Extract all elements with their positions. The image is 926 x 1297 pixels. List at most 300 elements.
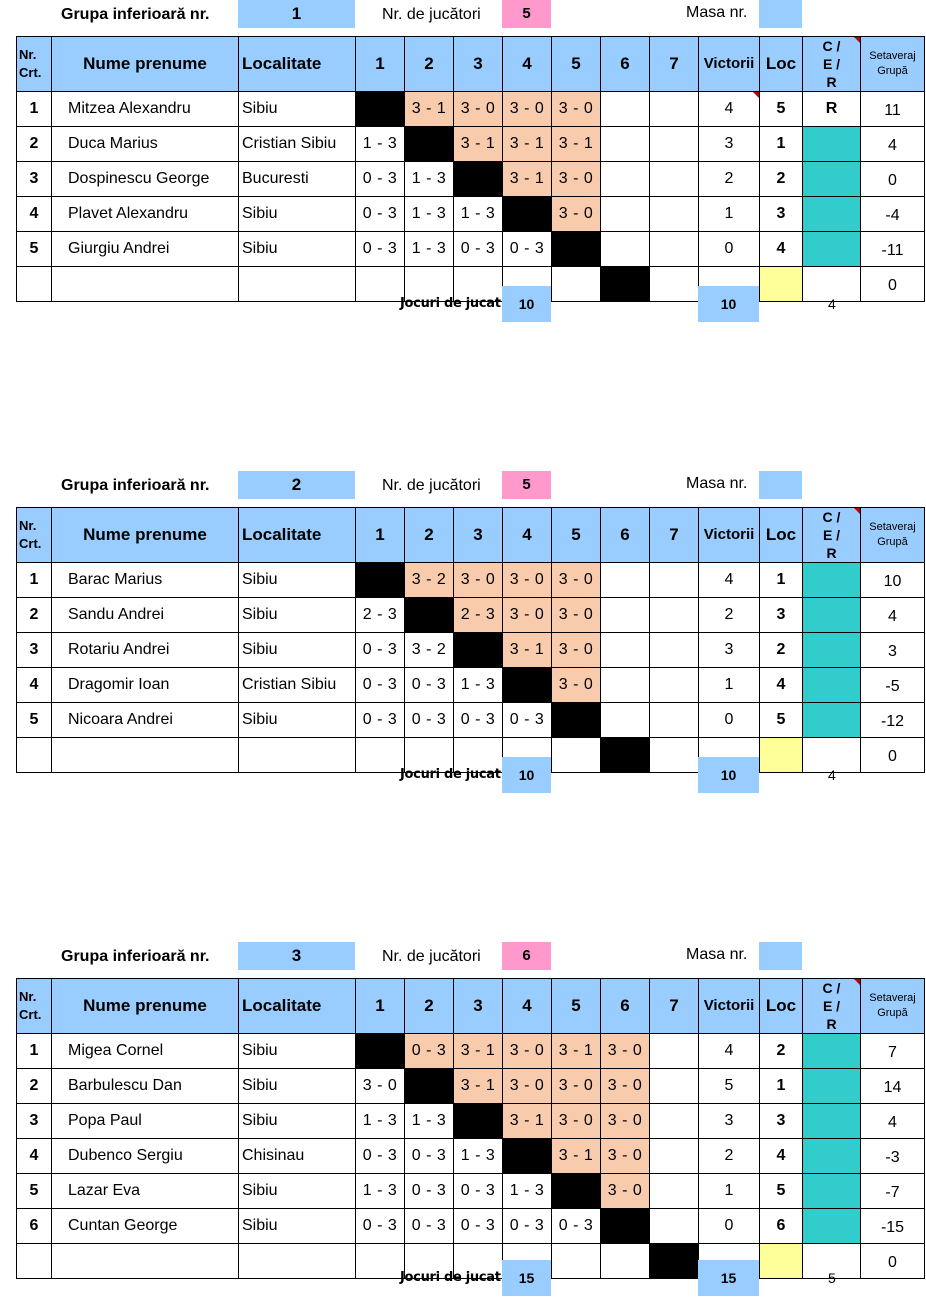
cer-cell[interactable]: [803, 1174, 861, 1209]
header-cer-text: C / E / R: [822, 38, 841, 90]
cer-cell[interactable]: [803, 162, 861, 197]
row-number: 3: [17, 633, 52, 668]
setaveraj-cell: 4: [861, 598, 925, 633]
result-cell[interactable]: [601, 162, 650, 197]
player-name[interactable]: Giurgiu Andrei: [52, 232, 239, 267]
result-cell[interactable]: 2 - 3: [454, 598, 503, 633]
result-cell[interactable]: [601, 563, 650, 598]
player-name[interactable]: Cuntan George: [52, 1209, 239, 1244]
place-cell[interactable]: 4: [760, 1139, 803, 1174]
result-cell[interactable]: [650, 668, 699, 703]
games-to-play: 10: [502, 286, 551, 322]
row-number: 4: [17, 668, 52, 703]
header-match-5: 5: [552, 37, 601, 92]
player-locality[interactable]: Sibiu: [239, 1034, 356, 1069]
player-row: [17, 1069, 925, 1104]
header-nr: Nr. Crt.: [17, 37, 52, 92]
comment-marker: [854, 508, 860, 514]
place-cell[interactable]: 3: [760, 197, 803, 232]
cer-cell[interactable]: [803, 197, 861, 232]
result-cell[interactable]: 0 - 3: [454, 232, 503, 267]
result-cell[interactable]: [601, 633, 650, 668]
place-cell[interactable]: 1: [760, 127, 803, 162]
header-nr: Nr. Crt.: [17, 508, 52, 563]
player-row: [17, 197, 925, 232]
group-header: [0, 0, 926, 30]
result-cell[interactable]: [601, 197, 650, 232]
header-name: Nume prenume: [52, 979, 239, 1034]
wins-total: 15: [698, 1260, 759, 1296]
result-cell[interactable]: [650, 633, 699, 668]
wins-value: 3: [724, 1112, 734, 1129]
header-place: Loc: [760, 508, 803, 563]
result-cell[interactable]: 3 - 0: [601, 1104, 650, 1139]
wins-cell: [699, 1209, 760, 1244]
result-cell[interactable]: [601, 232, 650, 267]
result-cell[interactable]: 3 - 0: [454, 92, 503, 127]
result-cell[interactable]: 3 - 2: [405, 563, 454, 598]
header-match-5: 5: [552, 508, 601, 563]
result-cell[interactable]: 0 - 3: [405, 703, 454, 738]
games-label: Jocuri de jucat: [400, 1270, 501, 1285]
wins-cell: [699, 127, 760, 162]
result-cell[interactable]: 3 - 0: [552, 92, 601, 127]
setaveraj-cell: 0: [861, 162, 925, 197]
result-cell[interactable]: 2 - 3: [356, 598, 405, 633]
result-cell[interactable]: [650, 1209, 699, 1244]
wins-value: 0: [724, 1217, 734, 1234]
extra-count: 4: [828, 767, 836, 783]
result-cell[interactable]: 0 - 3: [356, 1139, 405, 1174]
result-cell[interactable]: [601, 92, 650, 127]
games-label: Jocuri de jucat: [400, 296, 501, 311]
group-table: [16, 36, 925, 302]
extra-count: 5: [828, 1270, 836, 1286]
diagonal-cell: [503, 1139, 552, 1174]
result-cell[interactable]: [650, 703, 699, 738]
result-cell[interactable]: 3 - 1: [454, 1069, 503, 1104]
wins-value: 0: [724, 240, 734, 257]
result-cell[interactable]: [650, 92, 699, 127]
table-number[interactable]: [759, 942, 802, 970]
result-cell[interactable]: 3 - 1: [552, 1034, 601, 1069]
player-locality[interactable]: Sibiu: [239, 703, 356, 738]
header-cer-text: C / E / R: [822, 980, 841, 1032]
table-number[interactable]: [759, 471, 802, 499]
setaveraj-cell: -12: [861, 703, 925, 738]
result-cell[interactable]: 0 - 3: [552, 1209, 601, 1244]
table-header-row: [17, 979, 925, 1034]
wins-value: 0: [724, 711, 734, 728]
cer-cell[interactable]: [803, 598, 861, 633]
place-cell[interactable]: 2: [760, 162, 803, 197]
result-cell[interactable]: [650, 563, 699, 598]
result-cell[interactable]: 1 - 3: [454, 1139, 503, 1174]
result-cell[interactable]: 3 - 0: [552, 162, 601, 197]
player-locality[interactable]: Sibiu: [239, 1104, 356, 1139]
result-cell[interactable]: 3 - 0: [503, 1069, 552, 1104]
result-cell[interactable]: 1 - 3: [356, 1104, 405, 1139]
players-label: Nr. de jucători: [382, 477, 481, 494]
header-match-7: 7: [650, 979, 699, 1034]
result-cell[interactable]: 3 - 1: [503, 127, 552, 162]
place-cell[interactable]: 5: [760, 92, 803, 127]
group-label: Grupa inferioară nr.: [61, 948, 210, 965]
player-locality[interactable]: Chisinau: [239, 1139, 356, 1174]
header-match-1: 1: [356, 37, 405, 92]
row-number: 5: [17, 232, 52, 267]
wins-value: 1: [724, 1182, 734, 1199]
result-cell[interactable]: 0 - 3: [356, 703, 405, 738]
result-cell[interactable]: 0 - 3: [405, 1209, 454, 1244]
result-cell[interactable]: 0 - 3: [454, 1174, 503, 1209]
cer-cell[interactable]: [803, 1139, 861, 1174]
group-footer: [0, 757, 926, 793]
result-cell[interactable]: 3 - 0: [601, 1034, 650, 1069]
result-cell[interactable]: 3 - 1: [454, 127, 503, 162]
result-cell[interactable]: 0 - 3: [356, 162, 405, 197]
result-cell[interactable]: 3 - 0: [454, 563, 503, 598]
player-locality[interactable]: Sibiu: [239, 633, 356, 668]
place-cell[interactable]: 5: [760, 1174, 803, 1209]
result-cell[interactable]: [601, 127, 650, 162]
player-name[interactable]: Dospinescu George: [52, 162, 239, 197]
header-setaveraj: [861, 37, 925, 92]
result-cell[interactable]: [650, 1139, 699, 1174]
result-cell[interactable]: [650, 162, 699, 197]
result-cell[interactable]: 3 - 0: [356, 1069, 405, 1104]
setaveraj-cell: -7: [861, 1174, 925, 1209]
table-header-row: [17, 508, 925, 563]
setaveraj-cell: -5: [861, 668, 925, 703]
cer-cell[interactable]: [803, 127, 861, 162]
group-label: Grupa inferioară nr.: [61, 477, 210, 494]
player-name[interactable]: Barbulescu Dan: [52, 1069, 239, 1104]
header-match-7: 7: [650, 37, 699, 92]
player-row: [17, 563, 925, 598]
diagonal-cell: [552, 703, 601, 738]
result-cell[interactable]: 3 - 0: [601, 1139, 650, 1174]
players-count[interactable]: 6: [502, 942, 551, 970]
player-name[interactable]: Sandu Andrei: [52, 598, 239, 633]
wins-value: 2: [724, 1147, 734, 1164]
wins-value: 4: [724, 100, 734, 117]
wins-cell: [699, 162, 760, 197]
row-number: 2: [17, 127, 52, 162]
player-locality[interactable]: Sibiu: [239, 598, 356, 633]
setaveraj-cell: 7: [861, 1034, 925, 1069]
player-name[interactable]: Popa Paul: [52, 1104, 239, 1139]
player-locality[interactable]: Sibiu: [239, 232, 356, 267]
extra-count: 4: [828, 296, 836, 312]
result-cell[interactable]: 3 - 0: [552, 668, 601, 703]
result-cell[interactable]: 0 - 3: [503, 703, 552, 738]
diagonal-cell: [454, 1104, 503, 1139]
player-row: [17, 1034, 925, 1069]
setaveraj-cell: -15: [861, 1209, 925, 1244]
result-cell[interactable]: [601, 668, 650, 703]
result-cell[interactable]: [650, 598, 699, 633]
player-name[interactable]: Dubenco Sergiu: [52, 1139, 239, 1174]
cer-cell[interactable]: [803, 1209, 861, 1244]
row-number: 3: [17, 162, 52, 197]
setaveraj-cell: 0: [861, 738, 925, 773]
diagonal-cell: [356, 92, 405, 127]
player-name[interactable]: Migea Cornel: [52, 1034, 239, 1069]
header-locality: Localitate: [239, 979, 356, 1034]
result-cell[interactable]: 1 - 3: [503, 1174, 552, 1209]
player-name[interactable]: Rotariu Andrei: [52, 633, 239, 668]
header-match-1: 1: [356, 979, 405, 1034]
table-number[interactable]: [759, 0, 802, 28]
result-cell[interactable]: 0 - 3: [454, 1209, 503, 1244]
header-place: Loc: [760, 37, 803, 92]
result-cell[interactable]: 0 - 3: [405, 1174, 454, 1209]
cer-cell[interactable]: R: [803, 92, 861, 127]
header-cer-text: C / E / R: [822, 509, 841, 561]
result-cell[interactable]: 3 - 1: [552, 1139, 601, 1174]
result-cell[interactable]: 3 - 1: [405, 92, 454, 127]
result-cell[interactable]: 0 - 3: [356, 633, 405, 668]
result-cell[interactable]: 1 - 3: [405, 197, 454, 232]
cer-cell[interactable]: [803, 232, 861, 267]
diagonal-cell: [405, 598, 454, 633]
result-cell[interactable]: [650, 127, 699, 162]
result-cell[interactable]: 3 - 0: [552, 1069, 601, 1104]
cer-cell[interactable]: [803, 1034, 861, 1069]
result-cell[interactable]: 3 - 1: [503, 162, 552, 197]
result-cell[interactable]: 3 - 1: [454, 1034, 503, 1069]
cer-cell[interactable]: [803, 563, 861, 598]
group-header: [0, 471, 926, 501]
result-cell[interactable]: [601, 703, 650, 738]
diagonal-cell: [405, 1069, 454, 1104]
result-cell[interactable]: 1 - 3: [405, 1104, 454, 1139]
setaveraj-cell: 14: [861, 1069, 925, 1104]
header-nr: Nr. Crt.: [17, 979, 52, 1034]
result-cell[interactable]: 1 - 3: [454, 668, 503, 703]
wins-value: 1: [724, 205, 734, 222]
result-cell[interactable]: 0 - 3: [405, 1139, 454, 1174]
player-name[interactable]: Dragomir Ioan: [52, 668, 239, 703]
result-cell[interactable]: [650, 197, 699, 232]
row-number: 1: [17, 563, 52, 598]
result-cell[interactable]: 3 - 0: [503, 598, 552, 633]
result-cell[interactable]: [601, 598, 650, 633]
header-cer: [803, 37, 861, 92]
header-setaveraj-text: Setaveraj Grupă: [869, 521, 916, 548]
header-match-1: 1: [356, 508, 405, 563]
comment-marker: [753, 92, 759, 98]
place-cell[interactable]: 5: [760, 703, 803, 738]
result-cell[interactable]: 3 - 0: [552, 563, 601, 598]
group-number[interactable]: 2: [238, 471, 355, 499]
setaveraj-cell: -3: [861, 1139, 925, 1174]
setaveraj-cell: 10: [861, 563, 925, 598]
player-name[interactable]: Barac Marius: [52, 563, 239, 598]
player-name[interactable]: Nicoara Andrei: [52, 703, 239, 738]
setaveraj-cell: -4: [861, 197, 925, 232]
wins-value: 4: [724, 1042, 734, 1059]
wins-value: 3: [724, 135, 734, 152]
header-wins: Victorii: [699, 979, 760, 1034]
result-cell[interactable]: 1 - 3: [405, 232, 454, 267]
result-cell[interactable]: 3 - 0: [552, 197, 601, 232]
players-count[interactable]: 5: [502, 471, 551, 499]
cer-cell[interactable]: [803, 668, 861, 703]
player-row: [17, 1139, 925, 1174]
result-cell[interactable]: 0 - 3: [356, 1209, 405, 1244]
cer-cell[interactable]: [803, 1069, 861, 1104]
player-row: [17, 633, 925, 668]
player-locality[interactable]: Cristian Sibiu: [239, 127, 356, 162]
table-label: Masa nr.: [686, 946, 748, 963]
wins-cell: [699, 232, 760, 267]
result-cell[interactable]: 3 - 0: [601, 1174, 650, 1209]
setaveraj-cell: -11: [861, 232, 925, 267]
player-locality[interactable]: Sibiu: [239, 1069, 356, 1104]
result-cell[interactable]: 0 - 3: [356, 668, 405, 703]
header-match-7: 7: [650, 508, 699, 563]
player-locality[interactable]: Cristian Sibiu: [239, 668, 356, 703]
player-row: [17, 598, 925, 633]
result-cell[interactable]: 0 - 3: [503, 1209, 552, 1244]
player-row: [17, 232, 925, 267]
place-cell[interactable]: 3: [760, 1104, 803, 1139]
result-cell[interactable]: 0 - 3: [405, 668, 454, 703]
header-cer: [803, 979, 861, 1034]
header-match-3: 3: [454, 37, 503, 92]
wins-total: 10: [698, 286, 759, 322]
result-cell[interactable]: 3 - 0: [552, 1104, 601, 1139]
header-match-5: 5: [552, 979, 601, 1034]
table-label: Masa nr.: [686, 4, 748, 21]
result-cell[interactable]: 0 - 3: [405, 1034, 454, 1069]
place-cell[interactable]: 6: [760, 1209, 803, 1244]
header-locality: Localitate: [239, 508, 356, 563]
header-wins: Victorii: [699, 508, 760, 563]
diagonal-cell: [552, 232, 601, 267]
result-cell[interactable]: 3 - 0: [503, 563, 552, 598]
wins-cell: [699, 598, 760, 633]
group-table: [16, 507, 925, 773]
place-cell[interactable]: 4: [760, 668, 803, 703]
players-count[interactable]: 5: [502, 0, 551, 28]
result-cell[interactable]: 1 - 3: [454, 197, 503, 232]
row-number: 2: [17, 598, 52, 633]
result-cell[interactable]: 3 - 0: [601, 1069, 650, 1104]
result-cell[interactable]: 0 - 3: [503, 232, 552, 267]
header-match-6: 6: [601, 508, 650, 563]
wins-cell: [699, 563, 760, 598]
wins-value: 3: [724, 641, 734, 658]
player-row: [17, 668, 925, 703]
player-name[interactable]: Plavet Alexandru: [52, 197, 239, 232]
player-locality[interactable]: Bucuresti: [239, 162, 356, 197]
result-cell[interactable]: 3 - 0: [503, 1034, 552, 1069]
place-cell[interactable]: 3: [760, 598, 803, 633]
player-name[interactable]: Lazar Eva: [52, 1174, 239, 1209]
result-cell[interactable]: 3 - 2: [405, 633, 454, 668]
place-cell[interactable]: 1: [760, 563, 803, 598]
result-cell[interactable]: 3 - 0: [503, 92, 552, 127]
comment-marker: [854, 979, 860, 985]
wins-cell: [699, 668, 760, 703]
header-setaveraj-text: Setaveraj Grupă: [869, 992, 916, 1019]
result-cell[interactable]: [650, 232, 699, 267]
player-row: [17, 1104, 925, 1139]
result-cell[interactable]: 3 - 1: [503, 1104, 552, 1139]
player-locality[interactable]: Sibiu: [239, 1209, 356, 1244]
player-locality[interactable]: Sibiu: [239, 92, 356, 127]
result-cell[interactable]: 1 - 3: [356, 127, 405, 162]
wins-value: 1: [724, 676, 734, 693]
group-table: [16, 978, 925, 1279]
diagonal-cell: [454, 633, 503, 668]
wins-value: 5: [724, 1077, 734, 1094]
result-cell[interactable]: [650, 1174, 699, 1209]
place-cell[interactable]: 2: [760, 633, 803, 668]
setaveraj-cell: 0: [861, 1244, 925, 1279]
row-number: 4: [17, 197, 52, 232]
place-cell[interactable]: 2: [760, 1034, 803, 1069]
setaveraj-cell: 0: [861, 267, 925, 302]
result-cell[interactable]: 3 - 0: [552, 633, 601, 668]
result-cell[interactable]: 3 - 1: [503, 633, 552, 668]
group-number[interactable]: 3: [238, 942, 355, 970]
result-cell[interactable]: 0 - 3: [356, 197, 405, 232]
games-to-play: 15: [502, 1260, 551, 1296]
cer-cell[interactable]: [803, 1104, 861, 1139]
player-row: [17, 162, 925, 197]
group-block: [0, 0, 926, 355]
wins-total: 10: [698, 757, 759, 793]
result-cell[interactable]: [650, 1034, 699, 1069]
diagonal-cell: [356, 1034, 405, 1069]
result-cell[interactable]: 1 - 3: [405, 162, 454, 197]
header-match-4: 4: [503, 508, 552, 563]
diagonal-cell: [503, 197, 552, 232]
group-number[interactable]: 1: [238, 0, 355, 28]
result-cell[interactable]: [650, 1069, 699, 1104]
header-locality: Localitate: [239, 37, 356, 92]
player-name[interactable]: Mitzea Alexandru: [52, 92, 239, 127]
place-cell[interactable]: 1: [760, 1069, 803, 1104]
group-block: [0, 942, 926, 1297]
cer-cell[interactable]: [803, 633, 861, 668]
result-cell[interactable]: [650, 1104, 699, 1139]
cer-cell[interactable]: [803, 703, 861, 738]
wins-value: 2: [724, 170, 734, 187]
header-match-2: 2: [405, 979, 454, 1034]
header-match-3: 3: [454, 508, 503, 563]
row-number: 3: [17, 1104, 52, 1139]
wins-cell: [699, 703, 760, 738]
diagonal-cell: [552, 1174, 601, 1209]
result-cell[interactable]: 0 - 3: [454, 703, 503, 738]
player-locality[interactable]: Sibiu: [239, 1174, 356, 1209]
result-cell[interactable]: 3 - 1: [552, 127, 601, 162]
place-cell[interactable]: 4: [760, 232, 803, 267]
wins-value: 2: [724, 606, 734, 623]
player-locality[interactable]: Sibiu: [239, 197, 356, 232]
player-name[interactable]: Duca Marius: [52, 127, 239, 162]
result-cell[interactable]: 0 - 3: [356, 232, 405, 267]
result-cell[interactable]: 3 - 0: [552, 598, 601, 633]
result-cell[interactable]: 1 - 3: [356, 1174, 405, 1209]
player-row: [17, 1174, 925, 1209]
player-locality[interactable]: Sibiu: [239, 563, 356, 598]
